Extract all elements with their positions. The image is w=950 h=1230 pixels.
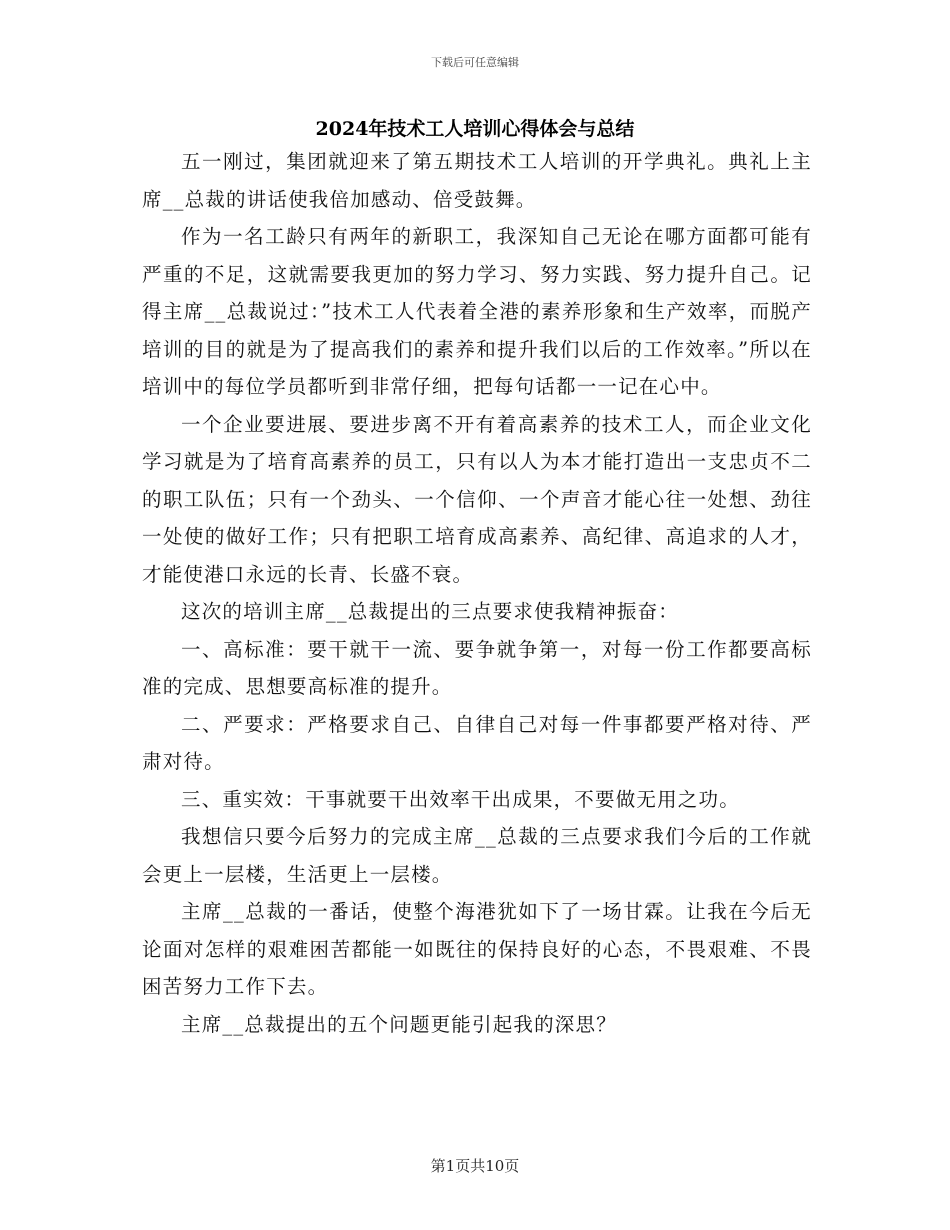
paragraph-2: 作为一名工龄只有两年的新职工，我深知自己无论在哪方面都可能有严重的不足，这就需要我更加的努力学习、努力实践、努力提升自己。记得主席__总裁说过：”技术工人代表着全港的素养形象和生产效率，而脱产培训的目的就是为了提高我们的素养和提升我们以后的工作效率。”所以在培训中的每位学员都听到非常仔细，把每句话都一一记在心中。 xyxy=(142,225,812,398)
paragraph-7: 三、重实效：干事就要干出效率干出成果，不要做无用之功。 xyxy=(181,787,740,811)
paragraph-6: 二、严要求：严格要求自己、自律自己对每一件事都要严格对待、严肃对待。 xyxy=(142,712,812,773)
paragraph-3: 一个企业要进展、要进步离不开有着高素养的技术工人，而企业文化学习就是为了培育高素养的员工，只有以人为本才能打造出一支忠贞不二的职工队伍；只有一个劲头、一个信仰、一个声音才能心往一处想、劲往一处使的做好工作；只有把职工培育成高素养、高纪律、高追求的人才，才能使港口永远的长青、长盛不衰。 xyxy=(142,412,812,586)
paragraph-10: 主席__总裁提出的五个问题更能引起我的深思？ xyxy=(181,1012,617,1036)
document-title: 2024年技术工人培训心得体会与总结 xyxy=(315,118,635,140)
paragraph-9: 主席__总裁的一番话，使整个海港犹如下了一场甘霖。让我在今后无论面对怎样的艰难困苦都能一如既往的保持良好的心态，不畏艰难、不畏困苦努力工作下去。 xyxy=(142,900,812,998)
document-body xyxy=(142,143,812,1043)
paragraph-1: 五一刚过，集团就迎来了第五期技术工人培训的开学典礼。典礼上主席__总裁的讲话使我倍加感动、倍受鼓舞。 xyxy=(142,150,812,211)
paragraph-5: 一、高标准：要干就干一流、要争就争第一，对每一份工作都要高标准的完成、思想要高标准的提升。 xyxy=(142,637,812,698)
paragraph-8: 我想信只要今后努力的完成主席__总裁的三点要求我们今后的工作就会更上一层楼，生活更上一层楼。 xyxy=(142,825,812,886)
header-note: 下载后可任意编辑 xyxy=(431,56,519,69)
page-footer: 第1页共10页 xyxy=(430,1157,520,1175)
paragraph-4: 这次的培训主席__总裁提出的三点要求使我精神振奋： xyxy=(181,600,680,623)
